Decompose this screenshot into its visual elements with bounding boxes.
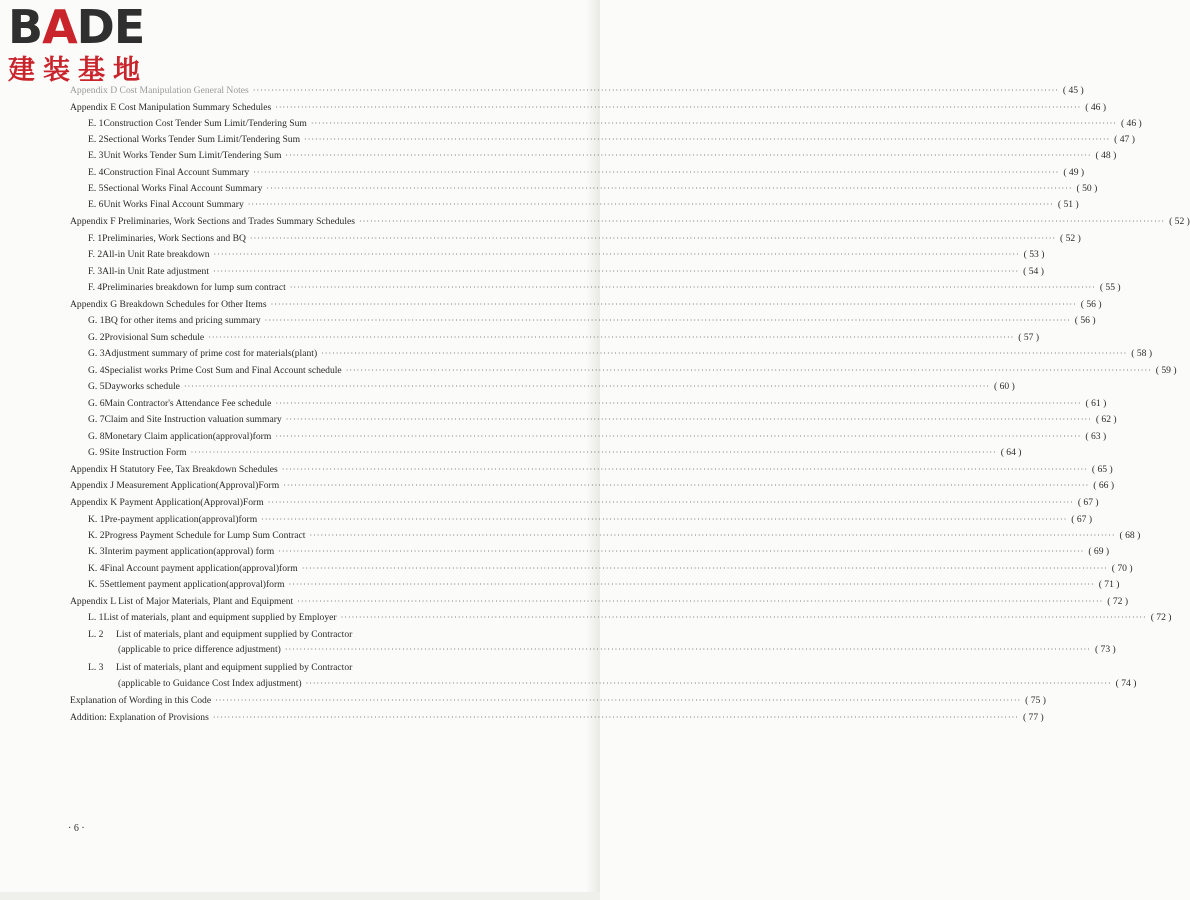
- toc-entry-label: BQ for other items and pricing summary: [104, 314, 261, 326]
- toc-entry-label: Appendix L List of Major Materials, Plant and Equipment: [70, 595, 294, 607]
- toc-entry-label: Sectional Works Final Account Summary: [103, 182, 263, 194]
- toc-item-number: F. 2: [88, 248, 103, 260]
- toc-item-number: G. 7: [88, 413, 105, 425]
- toc-section-entry: [70, 214, 1190, 228]
- toc-item-number: L. 3: [88, 661, 104, 673]
- toc-leader-dots: ····························································································································································································································: [266, 183, 1073, 193]
- toc-item-number: E. 1: [88, 117, 104, 129]
- page-number: · 6 ·: [68, 823, 85, 834]
- toc-leader-dots: ····························································································································································································································: [297, 596, 1104, 606]
- toc-leader-dots: ····························································································································································································································: [275, 398, 1082, 408]
- toc-leader-dots: ····························································································································································································································: [213, 266, 1020, 276]
- toc-entry-label: Provisional Sum schedule: [104, 331, 205, 343]
- toc-page-number: ( 61 ): [1085, 397, 1107, 409]
- toc-page-number: ( 65 ): [1091, 463, 1113, 475]
- toc-page-number: ( 67 ): [1077, 496, 1099, 508]
- toc-entry-label: Unit Works Tender Sum Limit/Tendering Sum: [103, 149, 282, 161]
- toc-entry-label: Specialist works Prime Cost Sum and Final Account schedule: [104, 364, 342, 376]
- toc-item-entry: [88, 247, 1045, 261]
- toc-item-entry: [88, 165, 1085, 179]
- toc-entry-label: Main Contractor's Attendance Fee schedule: [104, 397, 272, 409]
- toc-item-number: G. 3: [88, 347, 105, 359]
- toc-page-number: ( 53 ): [1023, 248, 1045, 260]
- toc-leader-dots: ····························································································································································································································: [208, 332, 1015, 342]
- toc-item-entry: [88, 512, 1093, 526]
- toc-item-entry: [88, 346, 1153, 360]
- toc-section-entry: [70, 495, 1099, 509]
- toc-item-entry: [88, 148, 1117, 162]
- toc-entry-label: Final Account payment application(approval)form: [104, 562, 298, 574]
- toc-item-number: F. 4: [88, 281, 103, 293]
- toc-entry-label: Construction Cost Tender Sum Limit/Tendering Sum: [103, 117, 307, 129]
- toc-item-number: G. 4: [88, 364, 105, 376]
- toc-leader-dots: ····························································································································································································································: [270, 299, 1077, 309]
- toc-leader-dots: ····························································································································································································································: [212, 712, 1019, 722]
- toc-leader-dots: ····························································································································································································································: [183, 381, 991, 391]
- toc-continuation-line: [118, 642, 1116, 656]
- toc-item-entry: [88, 264, 1044, 278]
- toc-section-entry: [70, 462, 1113, 476]
- toc-entry-label: Progress Payment Schedule for Lump Sum Contract: [104, 529, 306, 541]
- toc-entry-label: List of materials, plant and equipment supplied by Contractor: [116, 661, 353, 673]
- toc-page-number: ( 59 ): [1155, 364, 1177, 376]
- toc-entry-label: All-in Unit Rate adjustment: [102, 265, 210, 277]
- toc-leader-dots: ····························································································································································································································: [288, 579, 1095, 589]
- toc-item-number: G. 2: [88, 331, 105, 343]
- toc-item-entry: [88, 197, 1079, 211]
- toc-page-number: ( 50 ): [1076, 182, 1098, 194]
- toc-leader-dots: ····························································································································································································································: [285, 150, 1092, 160]
- toc-item-number: E. 2: [88, 133, 104, 145]
- toc-entry-label: Appendix D Cost Manipulation General Notes: [70, 84, 249, 96]
- toc-page-number: ( 48 ): [1095, 149, 1117, 161]
- toc-entry-label: Claim and Site Instruction valuation summary: [104, 413, 282, 425]
- toc-page-number: ( 51 ): [1057, 198, 1079, 210]
- toc-item-number: K. 2: [88, 529, 105, 541]
- toc-leader-dots: ····························································································································································································································: [264, 315, 1071, 325]
- toc-leader-dots: ····························································································································································································································: [284, 644, 1091, 654]
- toc-item-entry: [88, 396, 1107, 410]
- toc-leader-dots: ····························································································································································································································: [345, 365, 1152, 375]
- toc-leader-dots: ····························································································································································································································: [249, 233, 1057, 243]
- toc-page-number: ( 68 ): [1119, 529, 1141, 541]
- toc-page-number: ( 47 ): [1114, 133, 1135, 145]
- toc-page-number: ( 63 ): [1085, 430, 1107, 442]
- toc-page-number: ( 77 ): [1022, 711, 1044, 723]
- toc-item-entry: [88, 610, 1172, 624]
- toc-page-number: ( 67 ): [1071, 513, 1093, 525]
- toc-entry-label: Appendix K Payment Application(Approval)Form: [70, 496, 264, 508]
- toc-leader-dots: ····························································································································································································································: [285, 414, 1092, 424]
- toc-item-number: E. 4: [88, 166, 104, 178]
- toc-item-entry: [88, 544, 1110, 558]
- toc-entry-label: Preliminaries, Work Sections and BQ: [102, 232, 246, 244]
- toc-page-number: ( 75 ): [1025, 694, 1046, 706]
- toc-page-number: ( 60 ): [994, 380, 1015, 392]
- toc-entry-label: Site Instruction Form: [104, 446, 187, 458]
- toc-leader-dots: ····························································································································································································································: [278, 546, 1085, 556]
- toc-item-number: K. 1: [88, 513, 105, 525]
- toc-leader-dots: ····························································································································································································································: [309, 530, 1116, 540]
- toc-page-number: ( 74 ): [1115, 677, 1137, 689]
- toc-leader-dots: ····························································································································································································································: [275, 102, 1082, 112]
- toc-entry-label: Interim payment application(approval) form: [104, 545, 275, 557]
- toc-entry-label: (applicable to price difference adjustment): [118, 643, 281, 655]
- logo-chinese-text: 建装基地: [8, 55, 148, 86]
- toc-leader-dots: ····························································································································································································································: [281, 464, 1088, 474]
- toc-leader-dots: ····························································································································································································································: [253, 167, 1060, 177]
- toc-page-number: ( 70 ): [1111, 562, 1133, 574]
- toc-item-number: F. 1: [88, 232, 103, 244]
- toc-page-number: ( 46 ): [1085, 101, 1107, 113]
- toc-continuation-line: [118, 676, 1137, 690]
- toc-leader-dots: ····························································································································································································································: [358, 216, 1166, 226]
- toc-item-entry: [88, 412, 1117, 426]
- toc-item-entry: [88, 330, 1040, 344]
- toc-entry-label: Settlement payment application(approval)form: [104, 578, 285, 590]
- toc-leader-dots: ····························································································································································································································: [289, 282, 1096, 292]
- toc-item-entry: [88, 379, 1015, 393]
- toc-entry-label: Unit Works Final Account Summary: [103, 198, 244, 210]
- toc-item-entry: [88, 429, 1107, 443]
- toc-leader-dots: ····························································································································································································································: [190, 447, 997, 457]
- toc-item-entry: [88, 561, 1133, 575]
- toc-entry-label: List of materials, plant and equipment supplied by Contractor: [116, 628, 353, 640]
- toc-page-number: ( 69 ): [1088, 545, 1110, 557]
- toc-section-entry: [70, 478, 1115, 492]
- toc-leader-dots: ····························································································································································································································: [305, 678, 1112, 688]
- toc-leader-dots: ····························································································································································································································: [340, 612, 1147, 622]
- toc-section-entry: [70, 83, 1084, 97]
- toc-section-entry: [70, 710, 1044, 724]
- toc-page-number: ( 55 ): [1099, 281, 1121, 293]
- toc-entry-label: Monetary Claim application(approval)form: [104, 430, 272, 442]
- toc-leader-dots: ····························································································································································································································: [301, 563, 1108, 573]
- toc-leader-dots: ····························································································································································································································: [247, 199, 1054, 209]
- toc-item-entry: [88, 627, 528, 641]
- toc-leader-dots: ····························································································································································································································: [283, 480, 1090, 490]
- toc-section-entry: [70, 100, 1107, 114]
- toc-item-number: K. 5: [88, 578, 105, 590]
- toc-item-number: L. 1: [88, 611, 104, 623]
- toc-entry-label: Addition: Explanation of Provisions: [70, 711, 209, 723]
- toc-page-number: ( 72 ): [1107, 595, 1129, 607]
- toc-item-number: G. 9: [88, 446, 105, 458]
- toc-page-number: ( 54 ): [1023, 265, 1044, 277]
- toc-item-number: E. 5: [88, 182, 104, 194]
- toc-page-number: ( 52 ): [1169, 215, 1190, 227]
- toc-entry-label: Appendix G Breakdown Schedules for Other Items: [70, 298, 267, 310]
- toc-item-number: G. 1: [88, 314, 105, 326]
- toc-item-number: G. 6: [88, 397, 105, 409]
- toc-leader-dots: ····························································································································································································································: [213, 249, 1020, 259]
- toc-entry-label: Pre-payment application(approval)form: [104, 513, 258, 525]
- toc-page-number: ( 72 ): [1150, 611, 1172, 623]
- toc-entry-label: List of materials, plant and equipment supplied by Employer: [103, 611, 337, 623]
- toc-item-number: E. 3: [88, 149, 104, 161]
- toc-leader-dots: ····························································································································································································································: [215, 695, 1022, 705]
- toc-item-entry: [88, 280, 1121, 294]
- toc-entry-label: Appendix F Preliminaries, Work Sections and Trades Summary Schedules: [70, 215, 355, 227]
- toc-page-number: ( 66 ): [1093, 479, 1115, 491]
- toc-entry-label: Explanation of Wording in this Code: [70, 694, 212, 706]
- page-bottom-edge: [0, 892, 600, 900]
- toc-leader-dots: ····························································································································································································································: [310, 118, 1117, 128]
- toc-item-number: K. 4: [88, 562, 105, 574]
- toc-item-entry: [88, 528, 1141, 542]
- toc-entry-label: Preliminaries breakdown for lump sum contract: [102, 281, 286, 293]
- toc-page-number: ( 71 ): [1098, 578, 1120, 590]
- toc-item-entry: [88, 363, 1177, 377]
- toc-leader-dots: ····························································································································································································································: [275, 431, 1082, 441]
- toc-entry-label: Sectional Works Tender Sum Limit/Tendering Sum: [103, 133, 301, 145]
- toc-entry-label: Construction Final Account Summary: [103, 166, 250, 178]
- toc-item-number: K. 3: [88, 545, 105, 557]
- toc-page-number: ( 49 ): [1063, 166, 1085, 178]
- toc-item-entry: [88, 116, 1142, 130]
- toc-item-entry: [88, 313, 1096, 327]
- toc-item-entry: [88, 445, 1022, 459]
- toc-leader-dots: ····························································································································································································································: [252, 85, 1059, 95]
- toc-item-entry: [88, 132, 1135, 146]
- toc-section-entry: [70, 594, 1129, 608]
- toc-page-number: ( 45 ): [1062, 84, 1084, 96]
- toc-entry-label: Appendix J Measurement Application(Approval)Form: [70, 479, 280, 491]
- toc-item-number: E. 6: [88, 198, 104, 210]
- toc-leader-dots: ····························································································································································································································: [261, 514, 1068, 524]
- toc-item-number: G. 8: [88, 430, 105, 442]
- toc-entry-label: (applicable to Guidance Cost Index adjustment): [118, 677, 302, 689]
- toc-item-entry: [88, 660, 528, 674]
- toc-entry-label: Dayworks schedule: [104, 380, 180, 392]
- toc-item-number: G. 5: [88, 380, 105, 392]
- toc-page-number: ( 56 ): [1080, 298, 1102, 310]
- toc-page-number: ( 52 ): [1060, 232, 1081, 244]
- toc-page-number: ( 58 ): [1131, 347, 1153, 359]
- toc-section-entry: [70, 297, 1102, 311]
- toc-entry-label: All-in Unit Rate breakdown: [102, 248, 210, 260]
- toc-entry-label: Appendix E Cost Manipulation Summary Schedules: [70, 101, 272, 113]
- toc-page-number: ( 56 ): [1074, 314, 1096, 326]
- toc-entry-label: Appendix H Statutory Fee, Tax Breakdown Schedules: [70, 463, 278, 475]
- toc-page-number: ( 62 ): [1095, 413, 1117, 425]
- toc-page-number: ( 73 ): [1094, 643, 1116, 655]
- toc-page-number: ( 57 ): [1018, 331, 1040, 343]
- toc-page-number: ( 46 ): [1120, 117, 1142, 129]
- toc-section-entry: [70, 693, 1046, 707]
- toc-item-number: F. 3: [88, 265, 103, 277]
- logo-brand-text: BADE: [8, 0, 145, 54]
- toc-item-entry: [88, 181, 1098, 195]
- toc-leader-dots: ····························································································································································································································: [321, 348, 1128, 358]
- toc-page-number: ( 64 ): [1000, 446, 1022, 458]
- toc-item-entry: [88, 577, 1120, 591]
- toc-item-number: L. 2: [88, 628, 104, 640]
- toc-item-entry: [88, 231, 1081, 245]
- toc-leader-dots: ····························································································································································································································: [267, 497, 1074, 507]
- toc-entry-label: Adjustment summary of prime cost for materials(plant): [104, 347, 318, 359]
- toc-leader-dots: ····························································································································································································································: [304, 134, 1111, 144]
